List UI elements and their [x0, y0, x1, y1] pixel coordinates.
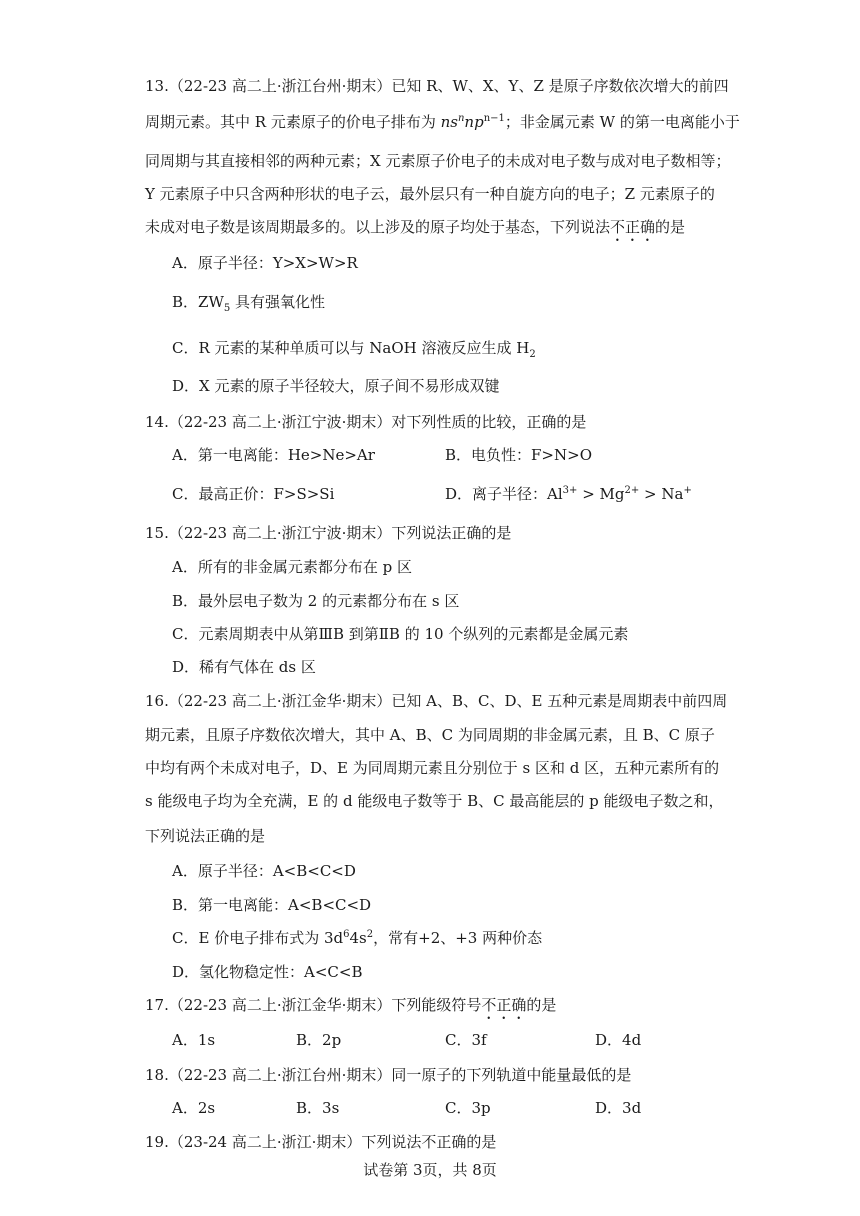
q13-option-c [172, 338, 536, 358]
subscript: 5 [223, 303, 231, 314]
q13-text: 未成对电子数是该周期最多的。以上涉及的原子均处于基态，下列说法 [145, 218, 611, 236]
superscript: n [457, 113, 465, 124]
chemical-formula: ZW [198, 293, 224, 311]
emphasis-text: 不正确 [610, 218, 656, 236]
ion: Al [547, 485, 563, 503]
chemical-formula: H [516, 339, 530, 357]
q18-option-d: D．3d [595, 1099, 642, 1117]
q14-option-c: C．最高正价：F>S>Si [172, 485, 335, 503]
superscript: + [683, 485, 692, 496]
q17-text: 的是 [526, 996, 557, 1014]
q17-text: 17.（22-23 高二上·浙江金华·期末）下列能级符号 [145, 996, 482, 1014]
electron-config: 3d [323, 929, 344, 947]
q16-stem-line-3: 中均有两个未成对电子，D、E 为同周期元素且分别位于 s 区和 d 区，五种元素所有的 [145, 759, 720, 777]
q13-option-b [172, 292, 325, 312]
q16-option-a: A．原子半径：A<B<C<D [172, 862, 356, 880]
q19-stem: 19.（23-24 高二上·浙江·期末）下列说法不正确的是 [145, 1133, 497, 1151]
option-text: 具有强氧化性 [230, 293, 326, 311]
q14-option-a: A．第一电离能：He>Ne>Ar [172, 446, 375, 464]
electron-config: ns [440, 113, 458, 131]
superscript: 6 [343, 929, 350, 940]
q18-option-a: A．2s [172, 1099, 216, 1117]
q13-option-a: A．原子半径：Y>X>W>R [172, 254, 358, 272]
page-footer: 试卷第 3页，共 8页 [363, 1161, 497, 1179]
q13-stem-line-3: 同周期与其直接相邻的两种元素；X 元素原子价电子的未成对电子数与成对电子数相等； [145, 152, 731, 170]
q16-stem-line-4: s 能级电子均为全充满，E 的 d 能级电子数等于 B、C 最高能层的 p 能级电子数之和， [145, 792, 724, 810]
q16-stem-line-1: 16.（22-23 高二上·浙江金华·期末）已知 A、B、C、D、E 五种元素是周期表中前四周 [145, 692, 728, 710]
q15-option-c: C．元素周期表中从第ⅢB 到第ⅡB 的 10 个纵列的元素都是金属元素 [172, 625, 629, 643]
superscript: n−1 [483, 113, 505, 124]
option-label: B． [172, 293, 199, 311]
option-text: C．E 价电子排布式为 [172, 929, 324, 947]
option-text: C．R 元素的某种单质可以与 NaOH 溶液反应生成 [172, 339, 517, 357]
q15-stem: 15.（22-23 高二上·浙江宁波·期末）下列说法正确的是 [145, 524, 512, 542]
q17-stem [145, 995, 556, 1023]
q14-stem: 14.（22-23 高二上·浙江宁波·期末）对下列性质的比较，正确的是 [145, 413, 587, 431]
subscript: 2 [529, 349, 536, 360]
q13-stem-line-4: Y 元素原子中只含两种形状的电子云，最外层只有一种自旋方向的电子；Z 元素原子的 [145, 185, 715, 203]
q16-stem-line-5: 下列说法正确的是 [145, 827, 266, 845]
q17-option-b: B．2p [296, 1031, 342, 1049]
ion: > Na [639, 485, 684, 503]
q18-option-c: C．3p [445, 1099, 491, 1117]
electron-config: 4s [349, 929, 367, 947]
q13-stem-line-5 [145, 217, 685, 245]
q13-text: ；非金属元素 W 的第一电离能小于 [504, 113, 740, 131]
electron-config: np [464, 113, 484, 131]
q16-option-b: B．第一电离能：A<B<C<D [172, 896, 372, 914]
emphasis-text: 不正确 [481, 996, 527, 1014]
q15-option-d: D．稀有气体在 ds 区 [172, 658, 316, 676]
q17-option-a: A．1s [172, 1031, 216, 1049]
q13-text: 的是 [655, 218, 686, 236]
q16-stem-line-2: 期元素，且原子序数依次增大，其中 A、B、C 为同周期的非金属元素，且 B、C 原子 [145, 726, 715, 744]
q17-option-c: C．3f [445, 1031, 487, 1049]
q18-stem: 18.（22-23 高二上·浙江台州·期末）同一原子的下列轨道中能量最低的是 [145, 1066, 632, 1084]
q15-option-a: A．所有的非金属元素都分布在 p 区 [172, 558, 412, 576]
option-text: D．离子半径： [445, 485, 548, 503]
q13-option-d: D．X 元素的原子半径较大，原子间不易形成双键 [172, 377, 500, 395]
q13-text: 周期元素。其中 R 元素原子的价电子排布为 [145, 113, 441, 131]
q15-option-b: B．最外层电子数为 2 的元素都分布在 s 区 [172, 592, 460, 610]
ion: > Mg [577, 485, 625, 503]
q13-stem-line-2 [145, 112, 740, 132]
q16-option-d: D．氢化物稳定性：A<C<B [172, 963, 363, 981]
q13-stem-line-1: 13.（22-23 高二上·浙江台州·期末）已知 R、W、X、Y、Z 是原子序数依次增大的前四 [145, 77, 729, 95]
q18-option-b: B．3s [296, 1099, 340, 1117]
q14-option-b: B．电负性：F>N>O [445, 446, 592, 464]
option-text: ，常有+2、+3 两种价态 [373, 929, 543, 947]
superscript: 2+ [624, 485, 640, 496]
superscript: 3+ [562, 485, 578, 496]
q16-option-c [172, 928, 542, 948]
superscript: 2 [366, 929, 374, 940]
q14-option-d [445, 484, 692, 504]
q17-option-d: D．4d [595, 1031, 642, 1049]
